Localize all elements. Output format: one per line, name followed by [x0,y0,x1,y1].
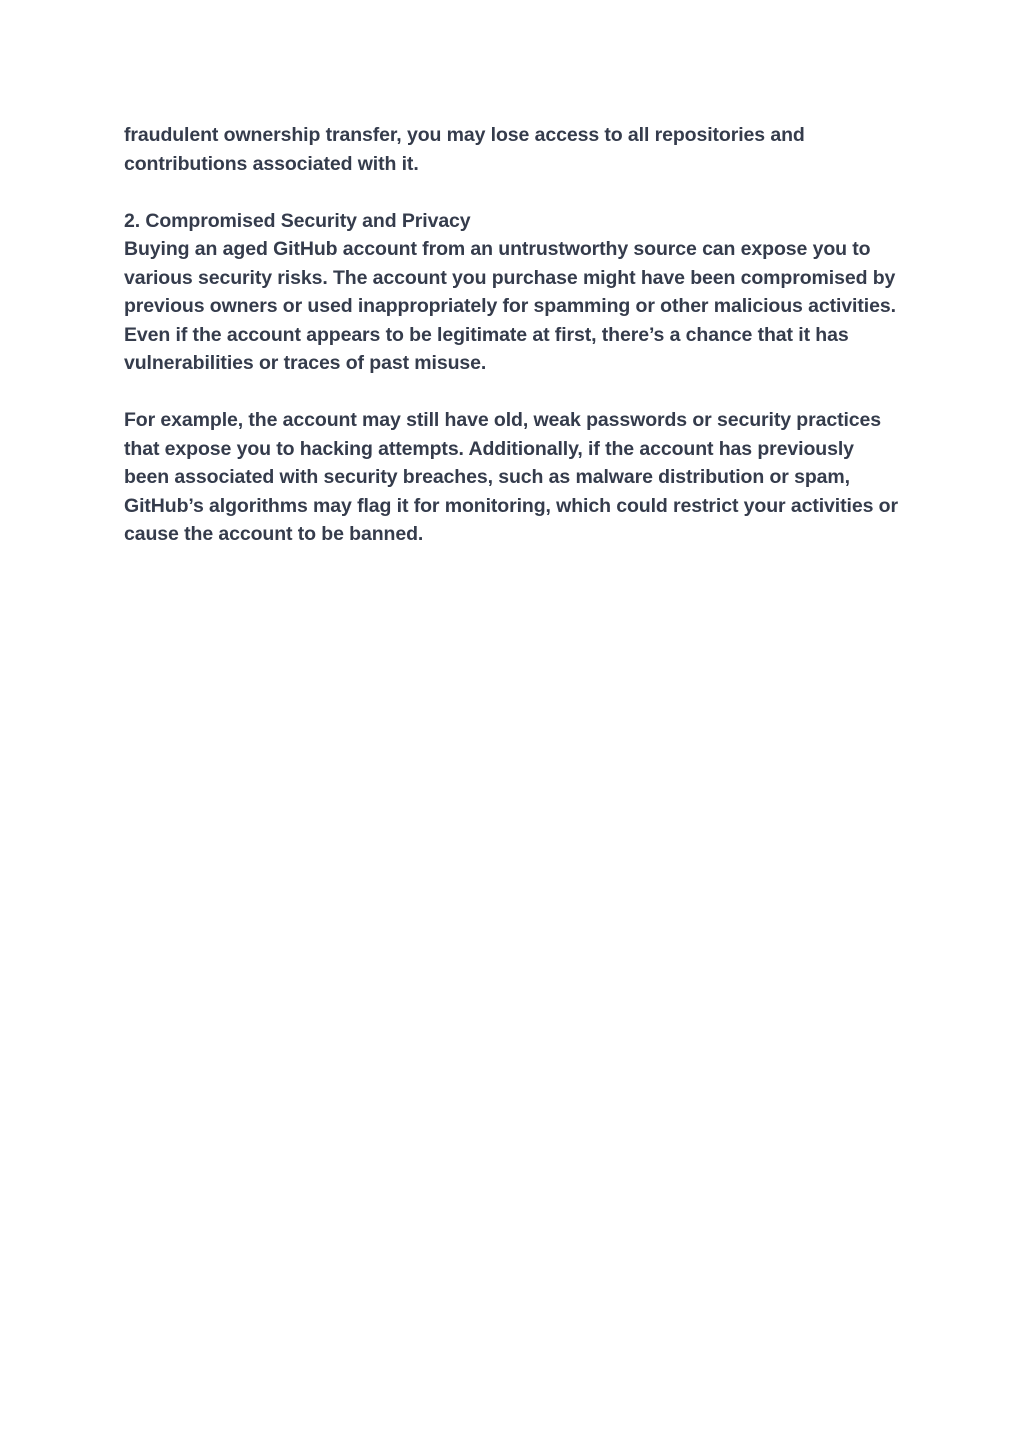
text-line: been associated with security breaches, such as malware distribution or spam, [124,466,850,488]
text-line: For example, the account may still have old, weak passwords or security practices [124,409,882,431]
text-line: contributions associated with it. [124,152,419,175]
text-line: fraudulent ownership transfer, you may lose access to all repositories and [124,124,805,146]
text-line: various security risks. The account you purchase might have been compromised by [124,266,896,289]
paragraph-example [124,406,914,549]
document-body [124,121,914,549]
section-heading: 2. Compromised Security and Privacy [124,209,471,232]
paragraph-spacer [124,378,914,407]
text-line: Even if the account appears to be legitimate at first, there’s a chance that it has [124,323,849,346]
text-line: cause the account to be banned. [124,523,424,545]
paragraph-security-risks [124,235,914,378]
text-line: that expose you to hacking attempts. Additionally, if the account has previously [124,437,854,460]
text-line: GitHub’s algorithms may flag it for monitoring, which could restrict your activities or [124,494,898,517]
text-line: Buying an aged GitHub account from an untrustworthy source can expose you to [124,238,871,260]
paragraph-spacer [124,178,914,207]
paragraph-ownership-transfer [124,121,914,178]
text-line: previous owners or used inappropriately for spamming or other malicious activities. [124,295,896,317]
text-line: vulnerabilities or traces of past misuse. [124,352,487,374]
